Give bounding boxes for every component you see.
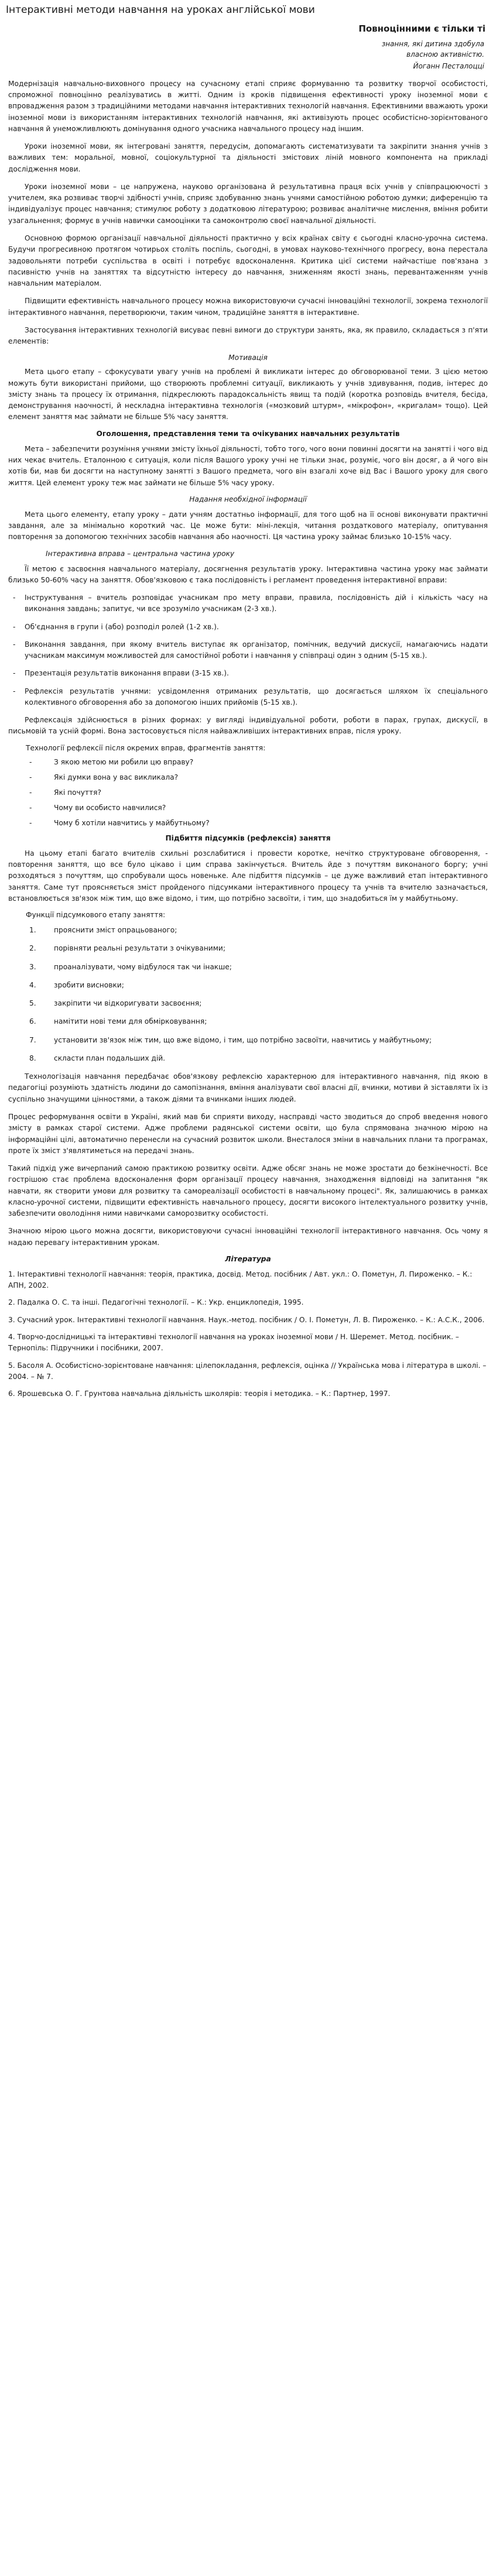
epigraph-line: знання, які дитина здобула [381,39,484,48]
section-heading-interactive: Інтерактивна вправа – центральна частина уроку [46,549,235,558]
motivation-paragraph: Мета цього етапу – сфокусувати увагу учнів на проблемі й викликати інтерес до обговорюваної теми. З цією метою можуть бути використані прийоми, що створюють проблемні ситуації, викликають у учнів здивування, подив, інтерес до змісту знань та процесу їх отримання, підкреслюють парадоксальність явищ та подій (коротка розповідь вчителя, бесіда, демонстрування наочності, й нескладна інтерактивна технологія («мозковий штурм», «мікрофон», «кригалам» тощо). Цей елемент заняття має займати не більше 5% часу заняття. [8,368,488,421]
intro-paragraph: Уроки іноземної мови, як інтегровані заняття, передусім, допомагають систематизувати та закріпити знання учнів з важливих тем: моральної, мовної, соціокультурної та діяльності змістових ліній мовного компонента на прикладі дослідження мови. [8,142,488,173]
page-title: Інтерактивні методи навчання на уроках англійської мови [6,4,315,16]
info-paragraph: Мета цього елементу, етапу уроку – дати учням достатньо інформації, для того щоб на її основі виконувати практичні завдання, але за мінімально короткий час. Це може бути: міні-лекція, читання роздаткового матеріалу, опитування повторення за допомогою технічних засобів навчання або наочності. Ця частина уроку займає близько 10-15% часу. [8,510,488,541]
numbered-item: 5. закріпити чи відкоригувати засвоєння; [29,999,202,1008]
intro-paragraph: Застосування інтерактивних технологій висуває певні вимоги до структури занять, яка, як правило, складається з п'яти елементів: [8,325,488,346]
question-item: - З якою метою ми робили цю вправу? [29,757,194,766]
numbered-item: 8. скласти план подальших дій. [29,1054,166,1062]
closing-paragraph: Такий підхід уже вичерпаний самою практикою розвитку освіти. Адже обсяг знань не може зростати до безкінечності. Все гострішою стає проблема вдосконалення форм організації процесу навчання, знаходження відповіді на запитання "як навчати, як створити умови для розвитку та самореалізації особистості в навчальному процесі". Як, залишаючись в рамках класно-урочної системи, підвищити ефективність навчального процесу, досягти високого інтелектуального розвитку учнів, забезпечити оволодіння ними навичками саморозвитку особистості. [8,1164,488,1218]
list-item: - Презентація результатів виконання вправи (3-15 хв.). [13,669,229,678]
section-heading-summary: Підбиття підсумків (рефлексія) заняття [165,833,331,842]
goals-paragraph: Мета – забезпечити розуміння учнями змісту їхньої діяльності, тобто того, чого вони повинні досягти на занятті і чого від них чекає вчитель. Еталонною є ситуація, коли після Вашого уроку учні не тільки знає, розуміє, чого він досяг, а й чого він хотів би, мав би досягти на наступному занятті з Вашого предмета, чого він взагалі хоче від Вас і Вашого уроку для свого життя. Цей елемент уроку теж має займати не більше 5% часу уроку. [8,444,488,487]
epigraph-line: власною активністю. [406,50,484,59]
reference-item: 5. Басоля А. Особистісно-зорієнтоване навчання: цілепокладання, рефлексія, оцінка // Українська мова і література в школі. – 2004. – № 7. [8,1361,487,1381]
section-heading-goals: Оголошення, представлення теми та очікуваних навчальних результатів [96,429,400,438]
closing-paragraph: Значною мірою цього можна досягти, використовуючи сучасні інноваційні технології інтерактивного навчання. Ось чому я надаю перевагу інтерактивним урокам. [8,1227,488,1247]
literature-heading: Література [225,1254,271,1263]
closing-paragraph: Технологізація навчання передбачає обов'язкову рефлексію характерною для інтерактивного навчання, під якою в педагогіці розуміють здатність людини до самопізнання, вміння аналізувати свої власні дії, вчинки, мотиви й зіставляти їх із суспільно значущими цінностями, а також діями та вчинками інших людей. [8,1072,488,1103]
reflection-tech-intro: Технології рефлексії після окремих вправ, фрагментів заняття: [26,743,266,752]
intro-paragraph: Підвищити ефективність навчального процесу можна використовуючи сучасні інноваційні технології, зокрема технології інтерактивного навчання, перетворюючи, таким чином, традиційне заняття в інтерактивне. [8,297,488,317]
intro-paragraph: Модернізація навчально-виховного процесу на сучасному етапі сприяє формуванню та розвитку творчої особистості, спроможної повноцінно реалізуватись в житті. Одним із кроків підвищення ефективності уроку іноземної мови є впровадження разом з традиційними методами навчання інтерактивних технологій навчання. Ефективними вважають уроки іноземної мови із використанням інтерактивних технологій навчання, які активізують процес особистісно-зорієнтованого навчання й унеможливлюють домінування одного учасника навчального процесу над іншим. [8,79,488,133]
list-item: - Інструктування – вчитель розповідає учасникам про мету вправи, правила, послідовність дій і кількість часу на виконання завдань; запитує, чи все зрозуміло учасникам (2-3 хв.). [13,594,488,613]
section-heading-info: Надання необхідної інформації [189,495,307,503]
numbered-item: 1. прояснити зміст опрацьованого; [29,926,177,935]
reference-item: 4. Творчо-дослідницькі та інтерактивні технології навчання на уроках іноземної мови / Н. Шеремет. Метод. посібник. – Тернопіль: Підручники і посібники, 2007. [8,1332,459,1353]
numbered-item: 2. порівняти реальні результати з очікуваними; [29,944,225,953]
numbered-item: 3. проаналізувати, чому відбулося так чи інакше; [29,962,232,971]
reflection-paragraph: Рефлексація здійснюється в різних формах: у вигляді індивідуальної роботи, роботи в парах, групах, дискусії, в письмовій та усній формі. Вона застосовується після найважливіших інтерактивних вправ, після уроку. [8,716,488,736]
question-item: - Чому б хотіли навчитись у майбутньому? [29,818,210,827]
list-item: - Виконання завдання, при якому вчитель виступає як організатор, помічник, ведучий дискусії, намагаючись надати учасникам максимум можливостей для самостійної роботи і навчання у співпраці один з одним (5-15 хв.). [13,640,488,660]
interactive-paragraph: Її метою є засвоєння навчального матеріалу, досягнення результатів уроку. Інтерактивна частина уроку має займати близько 50-60% часу на заняття. Обов'язковою є така послідовність і регламент проведення інтерактивної вправи: [8,564,488,584]
intro-paragraph: Уроки іноземної мови – це напружена, науково організована й результативна праця всіх учнів у співпрацюючості з учителем, яка розвиває творчі здібності учнів, сприяє здобуванню знань учнями самостійною роботою думки; диференцію та індивідуалізує процес навчання; стимулює роботу з додатковою літературою; розвиває аналітичне мислення, вміння робити узагальнення; формує в учнів навички самооцінки та самоконтролю своєї навчальної діяльності. [8,182,488,225]
numbered-item: 4. зробити висновки; [29,980,124,989]
intro-paragraph: Основною формою організації навчальної діяльності практично у всіх країнах світу є сьогодні класно-урочна система. Будучи прогресивною протягом чотирьох століть поспіль, сьогодні, в умовах науково-технічного прогресу, вона перестала задовольняти потреби суспільства в освіті і потребує вдосконалення. Критика цієї системи найчастіше пов'язана з пасивністю учнів на заняттях та відсутністю інтересу до навчання, зниженням якості знань, перевантаженням учнів навчальним матеріалом. [8,234,488,288]
functions-intro: Функції підсумкового етапу заняття: [26,911,166,920]
question-item: - Які почуття? [29,788,101,797]
closing-paragraph: Процес реформування освіти в Україні, який мав би сприяти виходу, насправді часто зводиться до спроб введення нового змісту в рамках старої системи. Адже проблеми радянської системи освіти, що була спрямована значною мірою на інформаційні цілі, автоматично перенесли на сучасний розвиток школи. Внесталося зміни в навчальних плани та програмах, проте їх зміст з'являтиметься на передачі знань. [8,1113,488,1155]
reference-item: 2. Падалка О. С. та інші. Педагогічні технології. – К.: Укр. енциклопедія, 1995. [8,1298,304,1307]
numbered-item: 6. намітити нові теми для обмірковування; [29,1017,207,1026]
epigraph-heading: Повноцінними є тільки ті [358,23,485,34]
numbered-item: 7. установити зв'язок між тим, що вже відомо, і тим, що потрібно засвоїти, навчитись у майбутньому; [29,1035,432,1044]
section-heading-motivation: Мотивація [228,354,268,362]
list-item: - Об'єднання в групи і (або) розподіл ролей (1-2 хв.). [13,622,219,631]
reference-item: 3. Сучасний урок. Інтерактивні технології навчання. Наук.-метод. посібник / О. І. Пометун, Л. В. Пироженко. – К.: А.С.К., 2006. [8,1315,485,1324]
summary-paragraph: На цьому етапі багато вчителів схильні розслабитися і провести коротке, нечітко структуроване обговорення, - повторення заняття, що все було цікаво і цим справа закінчується. Вчитель йде з почуттям виконаного боргу; учні розходяться з почуттям, що спробували щось новеньке. Але підбиття підсумків – це дуже важливий етап інтерактивного заняття. Саме тут проясняється зміст пройденого підсумками інтерактивного процесу та учнів та вчителю зазначається, встановлюється зв'язок між тим, що вже відомо, і тим, що потрібно засвоїти, і тим, що знадобиться їм у майбутньому. [8,849,488,903]
question-item: - Які думки вона у вас викликала? [29,773,179,781]
question-item: - Чому ви особисто навчилися? [29,803,166,812]
list-item: - Рефлексія результатів учнями: усвідомлення отриманих результатів, що досягається шляхом їх спеціального колективного обговорення або за допомогою інших прийомів (5-15 хв.). [13,687,488,706]
reference-item: 6. Ярошевська О. Г. Грунтова навчальна діяльність школярів: теорія і методика. – К.: Партнер, 1997. [8,1390,391,1398]
epigraph-author: Йоганн Песталоцці [413,61,484,70]
reference-item: 1. Інтерактивні технології навчання: теорія, практика, досвід. Метод. посібник / Авт. укл.: О. Пометун, Л. Пироженко. – К.: АПН, 2002. [8,1270,473,1290]
